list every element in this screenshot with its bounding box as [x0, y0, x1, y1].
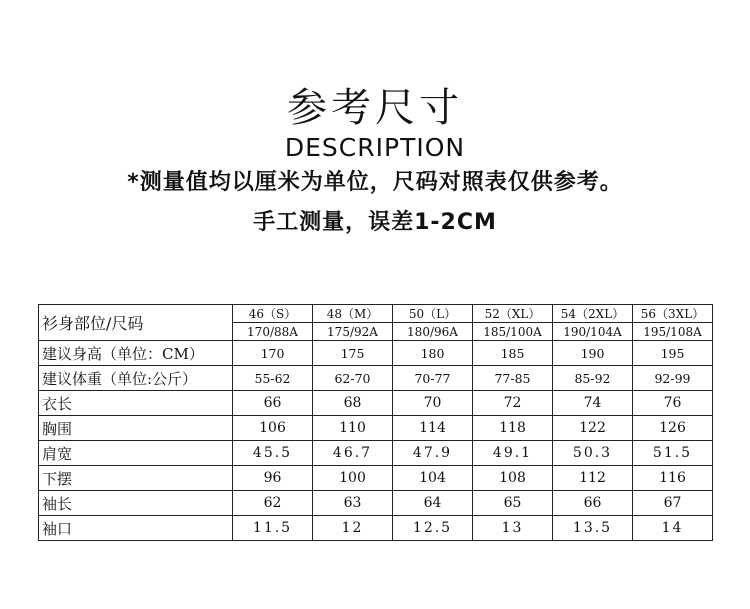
- table-cell: 66: [233, 391, 313, 416]
- table-cell: 13: [473, 516, 553, 541]
- table-cell: 96: [233, 466, 313, 491]
- size-header-cell: 48（M）: [313, 305, 393, 323]
- table-cell: 45.5: [233, 441, 313, 466]
- error-note: 手工测量，误差1-2CM: [253, 210, 497, 235]
- table-cell: 100: [313, 466, 393, 491]
- table-cell: 67: [633, 491, 713, 516]
- table-cell: 47.9: [393, 441, 473, 466]
- table-cell: 70: [393, 391, 473, 416]
- table-cell: 195: [633, 341, 713, 366]
- table-cell: 185: [473, 341, 553, 366]
- table-row: [39, 416, 713, 441]
- table-cell: 55-62: [233, 366, 313, 391]
- row-label: 下摆: [39, 466, 233, 491]
- table-cell: 175: [313, 341, 393, 366]
- table-cell: 106: [233, 416, 313, 441]
- table-cell: 70-77: [393, 366, 473, 391]
- height-header-cell: 185/100A: [473, 323, 553, 341]
- table-cell: 66: [553, 491, 633, 516]
- table-cell: 112: [553, 466, 633, 491]
- size-chart-table: [38, 304, 713, 541]
- table-cell: 11.5: [233, 516, 313, 541]
- table-cell: 85-92: [553, 366, 633, 391]
- row-label: 胸围: [39, 416, 233, 441]
- table-cell: 180: [393, 341, 473, 366]
- table-cell: 118: [473, 416, 553, 441]
- size-header-cell: 54（2XL）: [553, 305, 633, 323]
- table-cell: 62: [233, 491, 313, 516]
- height-header-cell: 195/108A: [633, 323, 713, 341]
- height-header-cell: 175/92A: [313, 323, 393, 341]
- table-cell: 64: [393, 491, 473, 516]
- table-cell: 62-70: [313, 366, 393, 391]
- table-cell: 110: [313, 416, 393, 441]
- table-cell: 72: [473, 391, 553, 416]
- size-header-row: [39, 305, 713, 323]
- table-cell: 122: [553, 416, 633, 441]
- table-cell: 116: [633, 466, 713, 491]
- size-header-cell: 50（L）: [393, 305, 473, 323]
- table-cell: 50.3: [553, 441, 633, 466]
- table-cell: 65: [473, 491, 553, 516]
- row-label: 建议体重（单位:公斤）: [39, 366, 233, 391]
- table-row: [39, 366, 713, 391]
- table-cell: 14: [633, 516, 713, 541]
- table-cell: 104: [393, 466, 473, 491]
- size-header-cell: 52（XL）: [473, 305, 553, 323]
- size-header-cell: 46（S）: [233, 305, 313, 323]
- table-cell: 12: [313, 516, 393, 541]
- measurement-note: *测量值均以厘米为单位，尺码对照表仅供参考。: [127, 170, 623, 195]
- page-title: 参考尺寸: [287, 85, 463, 131]
- table-cell: 63: [313, 491, 393, 516]
- row-label: 肩宽: [39, 441, 233, 466]
- table-cell: 74: [553, 391, 633, 416]
- row-label: 袖口: [39, 516, 233, 541]
- table-cell: 68: [313, 391, 393, 416]
- row-label: 衣长: [39, 391, 233, 416]
- table-row: [39, 341, 713, 366]
- size-header-cell: 56（3XL）: [633, 305, 713, 323]
- row-label: 袖长: [39, 491, 233, 516]
- corner-label: 衫身部位/尺码: [39, 305, 233, 341]
- height-header-cell: 180/96A: [393, 323, 473, 341]
- table-cell: 77-85: [473, 366, 553, 391]
- table-row: [39, 491, 713, 516]
- height-header-cell: 170/88A: [233, 323, 313, 341]
- table-cell: 51.5: [633, 441, 713, 466]
- table-cell: 190: [553, 341, 633, 366]
- table-cell: 170: [233, 341, 313, 366]
- height-header-cell: 190/104A: [553, 323, 633, 341]
- table-cell: 12.5: [393, 516, 473, 541]
- table-row: [39, 391, 713, 416]
- table-cell: 114: [393, 416, 473, 441]
- page-subtitle: DESCRIPTION: [284, 133, 466, 162]
- table-cell: 13.5: [553, 516, 633, 541]
- table-row: [39, 466, 713, 491]
- table-cell: 126: [633, 416, 713, 441]
- table-cell: 49.1: [473, 441, 553, 466]
- table-cell: 46.7: [313, 441, 393, 466]
- table-cell: 108: [473, 466, 553, 491]
- table-cell: 76: [633, 391, 713, 416]
- table-cell: 92-99: [633, 366, 713, 391]
- table-row: [39, 441, 713, 466]
- table-row: [39, 516, 713, 541]
- row-label: 建议身高（单位：CM）: [39, 341, 233, 366]
